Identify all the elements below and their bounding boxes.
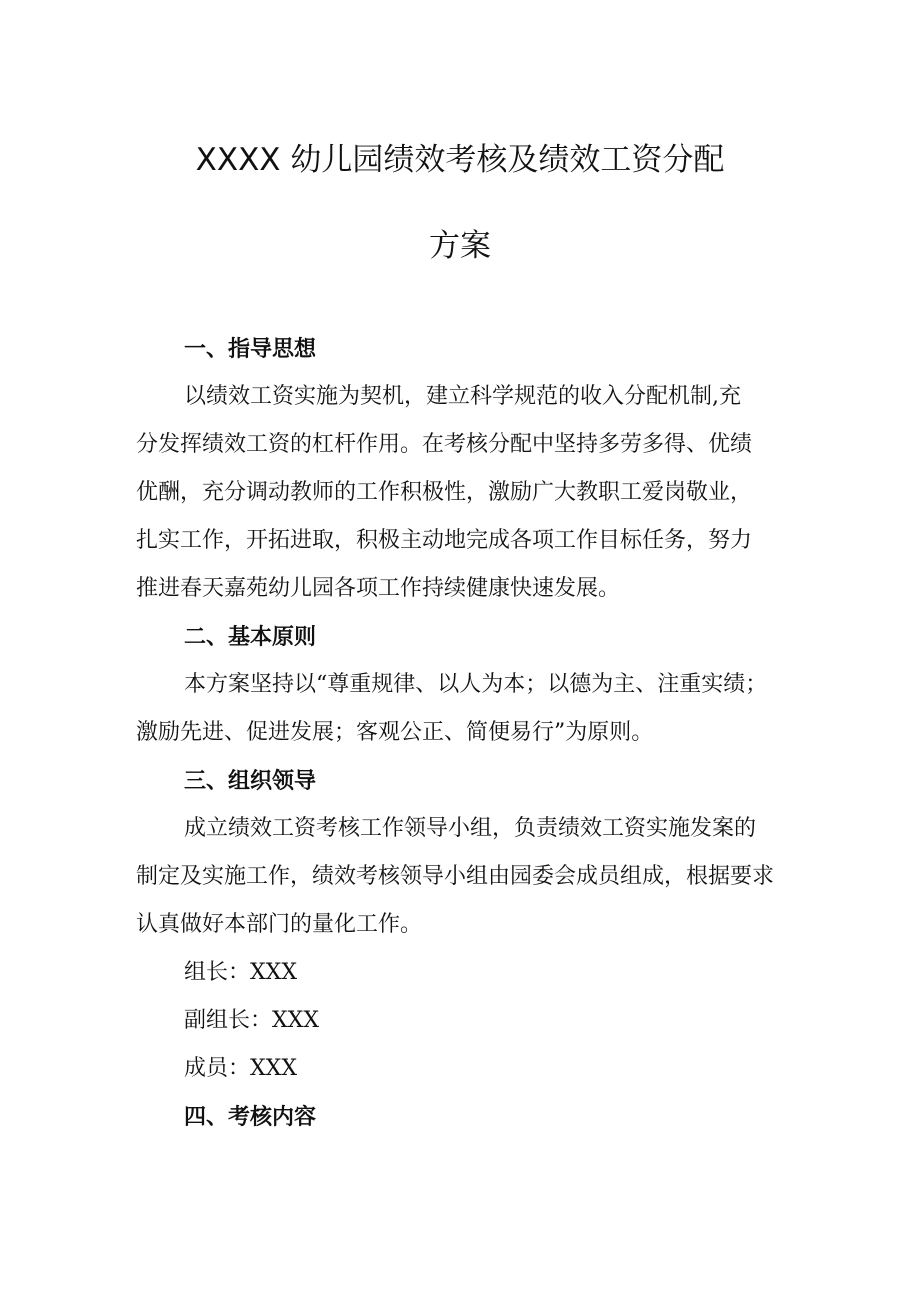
section-heading-basic-principles: 二、基本原则 — [184, 624, 317, 650]
paragraph-line: 激励先进、促进发展；客观公正、简便易行”为原则。 — [136, 720, 654, 745]
paragraph-line: 认真做好本部门的量化工作。 — [136, 912, 423, 937]
member-members: 成员：XXX — [184, 1056, 297, 1081]
paragraph-line: 分发挥绩效工资的杠杆作用。在考核分配中坚持多劳多得、优绩 — [136, 432, 753, 457]
paragraph-line: 推进春天嘉苑幼儿园各项工作持续健康快速发展。 — [136, 576, 621, 601]
member-leader: 组长：XXX — [184, 960, 297, 985]
paragraph-line: 成立绩效工资考核工作领导小组，负责绩效工资实施发案的 — [184, 816, 757, 841]
document-title-line-1: XXXX 幼儿园绩效考核及绩效工资分配 — [195, 142, 725, 178]
section-heading-guiding-ideology: 一、指导思想 — [184, 336, 317, 362]
member-deputy-leader: 副组长：XXX — [184, 1008, 319, 1033]
section-heading-organization: 三、组织领导 — [184, 768, 317, 794]
paragraph-line: 以绩效工资实施为契机，建立科学规范的收入分配机制,充 — [184, 384, 741, 409]
paragraph-line: 制定及实施工作，绩效考核领导小组由园委会成员组成，根据要求 — [136, 864, 775, 889]
document-title-line-2: 方案 — [429, 228, 491, 264]
paragraph-line: 优酬，充分调动教师的工作积极性，激励广大教职工爱岗敬业， — [136, 480, 753, 505]
section-heading-assessment-content: 四、考核内容 — [184, 1104, 317, 1130]
paragraph-line: 扎实工作，开拓进取，积极主动地完成各项工作目标任务，努力 — [136, 528, 753, 553]
paragraph-line: 本方案坚持以“尊重规律、以人为本；以德为主、注重实绩； — [184, 672, 768, 697]
